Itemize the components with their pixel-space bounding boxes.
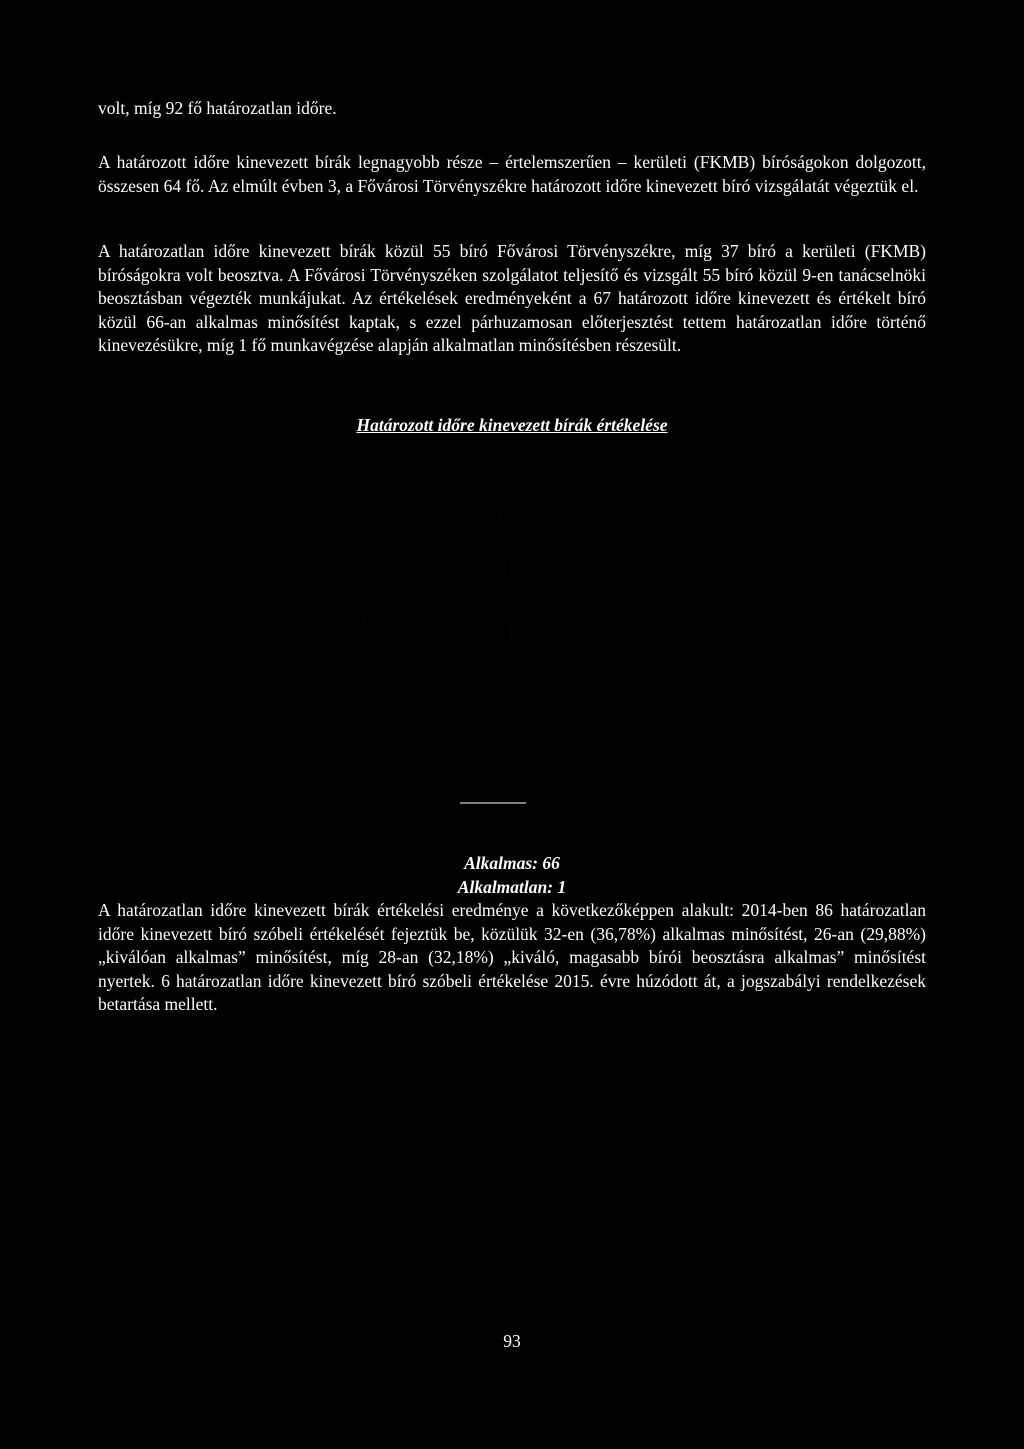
page-number: 93 bbox=[503, 1331, 521, 1351]
pie-chart bbox=[98, 445, 926, 845]
legend-alkalmas: Alkalmas: 66 bbox=[464, 853, 560, 873]
paragraph-fixed-term-judges: A határozott időre kinevezett bírák legnagyobb része – értelemszerűen – kerületi (FKMB) bíróságokon dolgozott, összesen 64 fő. Az elmúlt évben 3, a Fővárosi Törvényszékre határozott időre kinevezett bíró vizsgálatát végeztük el. bbox=[98, 152, 926, 196]
document-page bbox=[98, 0, 926, 1449]
legend-alkalmatlan: Alkalmatlan: 1 bbox=[457, 877, 567, 897]
paragraph-indefinite-term-judges: A határozatlan időre kinevezett bírák közül 55 bíró Fővárosi Törvényszékre, míg 37 bíró a kerületi (FKMB) bíróságokra volt beosztva. A Fővárosi Törvényszéken szolgálatot teljesítő és vizsgált 55 bíró közül 9-en tanácselnöki beosztásban végezték munkájukat. Az értékelések eredményeként a 67 határozott időre kinevezett és értékelt bíró közül 66-an alkalmas minősítést kaptak, s ezzel párhuzamosan előterjesztést tettem határozatlan időre történő kinevezésükre, míg 1 fő munkavégzése alapján alkalmatlan minősítésben részesült. bbox=[98, 241, 926, 355]
chart-title: Határozott időre kinevezett bírák értékelése bbox=[356, 415, 668, 435]
paragraph-indefinite-evaluation-results: A határozatlan időre kinevezett bírák értékelési eredménye a következőképpen alakult: 2014-ben 86 határozatlan időre kinevezett bíró szóbeli értékelését fejeztük be, közülük 32-en (36,78%) alkalmas minősítést, 26-an (29,88%) „kiválóan alkalmas” minősítést, míg 28-an (32,18%) „kiváló, magasabb bírói beosztásra alkalmas” minősítést nyertek. 6 határozatlan időre kinevezett bíró szóbeli értékelése 2015. évre húzódott át, a jogszabályi rendelkezések betartása mellett. bbox=[98, 900, 926, 1014]
pie-chart-svg bbox=[98, 445, 926, 845]
paragraph-intro-continuation: volt, míg 92 fő határozatlan időre. bbox=[98, 98, 337, 118]
